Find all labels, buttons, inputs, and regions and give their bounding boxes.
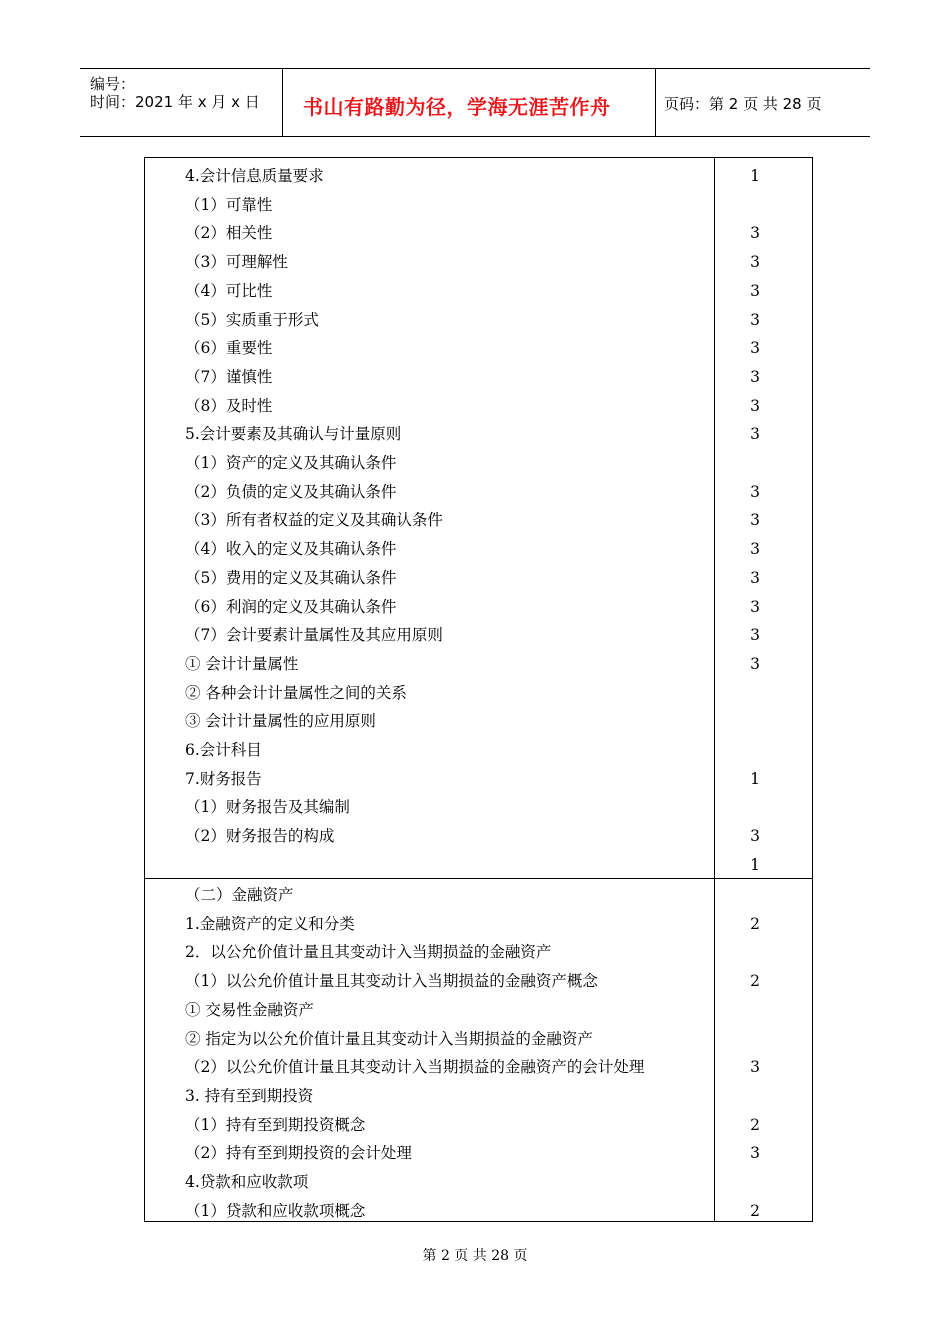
row-level: 3 [750,1144,760,1163]
row-topic: （2）持有至到期投资的会计处理 [185,1144,412,1163]
row-topic: 6.会计科目 [185,741,262,759]
row-topic: 1.金融资产的定义和分类 [185,914,355,933]
table-row [145,1139,812,1167]
table-row [145,765,812,793]
row-topic: （5）费用的定义及其确认条件 [185,568,397,587]
syllabus-table [144,157,813,1222]
row-level: 3 [750,253,760,272]
table-row [145,334,812,362]
table-row [145,1111,812,1139]
table-row [145,593,812,621]
table-row [145,191,812,219]
row-topic: ① 交易性金融资产 [185,1000,314,1019]
row-topic: 2．以公允价值计量且其变动计入当期损益的金融资产 [185,943,552,962]
row-level: 1 [750,855,760,874]
row-level: 3 [750,482,760,501]
table-row [145,478,812,506]
row-topic: 4.会计信息质量要求 [185,167,324,185]
row-topic: （4）收入的定义及其确认条件 [185,540,397,559]
row-level: 3 [750,339,760,358]
row-topic: （3）可理解性 [185,253,288,272]
time-label: 时间：2021 年 x 月 x 日 [90,93,260,111]
row-topic: 4.贷款和应收款项 [185,1173,309,1191]
table-row [145,650,812,678]
table-row [145,248,812,276]
row-topic: （1）财务报告及其编制 [185,798,350,817]
table-row [145,277,812,305]
table-row [145,736,812,764]
row-topic: ② 指定为以公允价值计量且其变动计入当期损益的金融资产 [185,1029,593,1048]
row-topic: 3. 持有至到期投资 [185,1086,314,1105]
row-level: 3 [750,281,760,300]
table-row [145,363,812,391]
row-level: 3 [750,1058,760,1077]
row-level: 3 [750,626,760,645]
row-level: 3 [750,425,760,444]
row-topic: 5.会计要素及其确认与计量原则 [185,425,402,444]
table-row [145,996,812,1024]
row-level: 3 [750,511,760,530]
table-row [145,679,812,707]
row-level: 3 [750,540,760,559]
table-row [145,707,812,735]
header-page-cell [654,69,870,136]
table-row [145,621,812,649]
table-row [145,420,812,448]
row-topic: （6）重要性 [185,339,273,358]
table-row [145,535,812,563]
row-level: 3 [750,310,760,329]
row-topic: （5）实质重于形式 [185,310,319,329]
header-meta [80,69,282,136]
table-row [145,449,812,477]
table-row [145,1168,812,1196]
row-topic: （2）财务报告的构成 [185,827,335,846]
table-row [145,1082,812,1110]
row-topic: （8）及时性 [185,396,273,415]
row-level: 2 [750,1201,760,1220]
row-level: 2 [750,1115,760,1134]
row-topic: （1）以公允价值计量且其变动计入当期损益的金融资产概念 [185,972,598,991]
table-row [145,910,812,938]
table-row [145,564,812,592]
table-row [145,1053,812,1081]
row-topic: （1）资产的定义及其确认条件 [185,454,397,472]
table-row [145,822,812,850]
row-topic: （2）以公允价值计量且其变动计入当期损益的金融资产的会计处理 [185,1058,645,1077]
table-row [145,851,812,879]
row-topic: （1）持有至到期投资概念 [185,1115,366,1134]
row-topic: ② 各种会计计量属性之间的关系 [185,683,407,702]
row-topic: （7）谨慎性 [185,367,273,386]
row-level: 3 [750,568,760,587]
header-motto-cell [282,69,656,136]
motto-text: 书山有路勤为径，学海无涯苦作舟 [303,95,611,119]
row-topic: （二）金融资产 [185,886,294,904]
row-topic: （3）所有者权益的定义及其确认条件 [185,511,443,530]
row-topic: （2）负债的定义及其确认条件 [185,482,397,501]
table-row [145,1025,812,1053]
table-row [145,793,812,821]
row-topic: （2）相关性 [185,224,273,243]
row-level: 3 [750,827,760,846]
row-topic: （7）会计要素计量属性及其应用原则 [185,626,443,645]
code-label: 编号： [90,75,136,93]
table-row [145,219,812,247]
row-topic: （6）利润的定义及其确认条件 [185,597,397,616]
page-number-label: 页码：第 2 页 共 28 页 [664,95,822,113]
row-level: 3 [750,597,760,616]
table-row [145,506,812,534]
row-level: 1 [750,167,760,185]
row-level: 1 [750,769,760,788]
row-level: 2 [750,914,760,933]
row-level: 3 [750,654,760,673]
row-level: 2 [750,972,760,991]
row-topic: ③ 会计计量属性的应用原则 [185,712,376,731]
row-topic: （1）贷款和应收款项概念 [185,1201,366,1220]
table-row [145,306,812,334]
row-topic: ① 会计计量属性 [185,654,299,673]
row-topic: 7.财务报告 [185,769,262,788]
table-row [145,881,812,909]
row-level: 3 [750,224,760,243]
table-row [145,162,812,190]
table-row [145,967,812,995]
table-row [145,392,812,420]
row-topic: （4）可比性 [185,281,273,300]
row-topic: （1）可靠性 [185,195,273,214]
row-level: 3 [750,367,760,386]
table-row [145,938,812,966]
page-footer: 第 2 页 共 28 页 [422,1248,528,1264]
row-level: 3 [750,396,760,415]
table-row [145,1197,812,1225]
page-header [80,68,870,137]
